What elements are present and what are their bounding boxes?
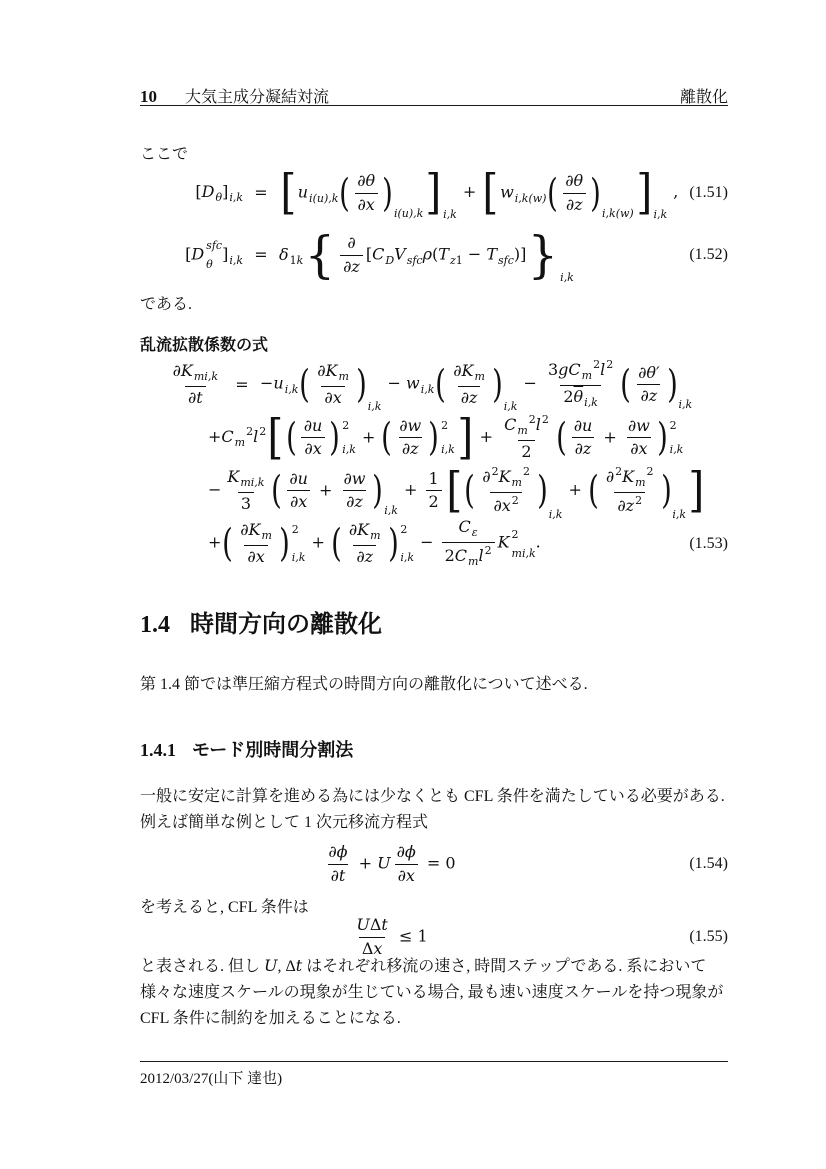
equation-line: $+C_m^2l^2$ [ ( $\frac{\partial u}{\partial x}$ ) 2 i,k + ( $\frac{\partial w}{\partial z}$ ) 2 i,k ] + $\frac{C_m^2l^2}{2}$ ( $\frac{\partial u}{\partial z}$ + $\frac{\partial w}{\partial x}$ ) 2 i,k [208,408,684,465]
footer-rule [140,1061,728,1062]
paragraph-consider: を考えると, CFL 条件は [140,899,309,916]
paragraph-section-intro: 第 1.4 節では準圧縮方程式の時間方向の離散化について述べる. [140,676,588,693]
subsection-title: モード別時間分割法 [192,740,354,760]
paragraph-expressed: と表される. 但し U, Δt はそれぞれ移流の速さ, 時間ステップである. 系において 様々な速度スケールの現象が生じている場合, 最も速い速度スケールを持つ現象が CFL 条件に制約を加えることになる. [140,956,724,1027]
paragraph-cfl-condition: 一般に安定に計算を進める為には少なくとも CFL 条件を満たしている必要がある. 例えば簡単な例として 1 次元移流方程式 [140,788,725,831]
paragraph-dearu: である. [140,296,193,313]
paragraph-kokode: ここで [140,146,189,163]
equation-line: $\frac{\text{UΔt}}{\Delta x}$ ≤ 1 (1.55) [356,915,728,958]
header-section-title: 離散化 [679,89,728,106]
section-title: 時間方向の離散化 [190,611,382,638]
equation-block-1-54 [140,840,728,888]
equation-line: $\frac{\partial\phi}{\partial t}$ + U $\frac{\partial\phi}{\partial x}$ = 0 (1.54) [328,842,728,885]
header-chapter-title: 大気主成分凝結対流 [185,89,330,106]
turbulent-diffusion-heading: 乱流拡散係数の式 [140,337,269,354]
equation-number: (1.52) [689,246,728,263]
equation-number: (1.55) [689,928,728,945]
subsection-heading-1-4-1 [140,736,728,762]
equation-block-1-51-1-52 [140,162,728,286]
equation-line: + ( $\frac{\partial K_m}{\partial x}$ ) 2 i,k + ( $\frac{\partial K_m}{\partial z}$ ) 2 i,k − $\frac{C_\varepsilon}{2C_ml^2}$ K 2 mi,k . (1.53) [208,517,728,568]
equation-block-1-53 [140,358,728,570]
equation-line: [D sfc θ ]$_{i,k}$ = $\delta_{1k}$ { $\frac{\partial}{\partial z}$ $[C_DV_{sfc}\rho(T_{z1} - T_{sfc})]$ } i,k (1.52) [185,225,728,284]
footer-text: 2012/03/27(山下 達也) [140,1071,283,1087]
equation-line: $[D_\theta]_{i,k}$ = [ $u_{i(u),k}$ ( $\frac{\partial\theta}{\partial x}$ ) i(u),k ] i,k + [ $w_{i,k(w)}$ ( $\frac{\partial\theta}{\partial z}$ ) i,k(w) ] i,k , (1.51) [195,164,728,221]
equation-line: − $\frac{K_{mi,k}}{3}$ ( $\frac{\partial u}{\partial x}$ + $\frac{\partial w}{\partial z}$ ) i,k + $\frac{1}{2}$ [ ( $\frac{\partial^2K_m^2}{\partial x^2}$ ) i,k + ( $\frac{\partial^2K_m^2}{\partial z^2}$ ) i,k ] [208,461,705,522]
section-heading-1-4 [140,604,728,639]
header-rule [140,105,728,106]
equation-line: $\frac{\partial K_{mi,k}}{\partial t}$ = $-u_{i,k}$ ( $\frac{\partial K_m}{\partial x}$ ) i,k − $w_{i,k}$ ( $\frac{\partial K_m}{\partial z}$ ) i,k − $\frac{3gC_m^2l^2}{2\overline{\theta}_{i,k}}$ ( $\frac{\partial\theta'}{\partial z}$ ) i,k [172,358,693,414]
equation-number: (1.54) [689,855,728,872]
page-header [140,84,728,107]
page-number: 10 [140,87,157,106]
section-number: 1.4 [140,612,170,638]
equation-number: (1.53) [689,534,728,552]
equation-number: (1.51) [689,184,728,201]
subsection-number: 1.4.1 [140,740,176,760]
